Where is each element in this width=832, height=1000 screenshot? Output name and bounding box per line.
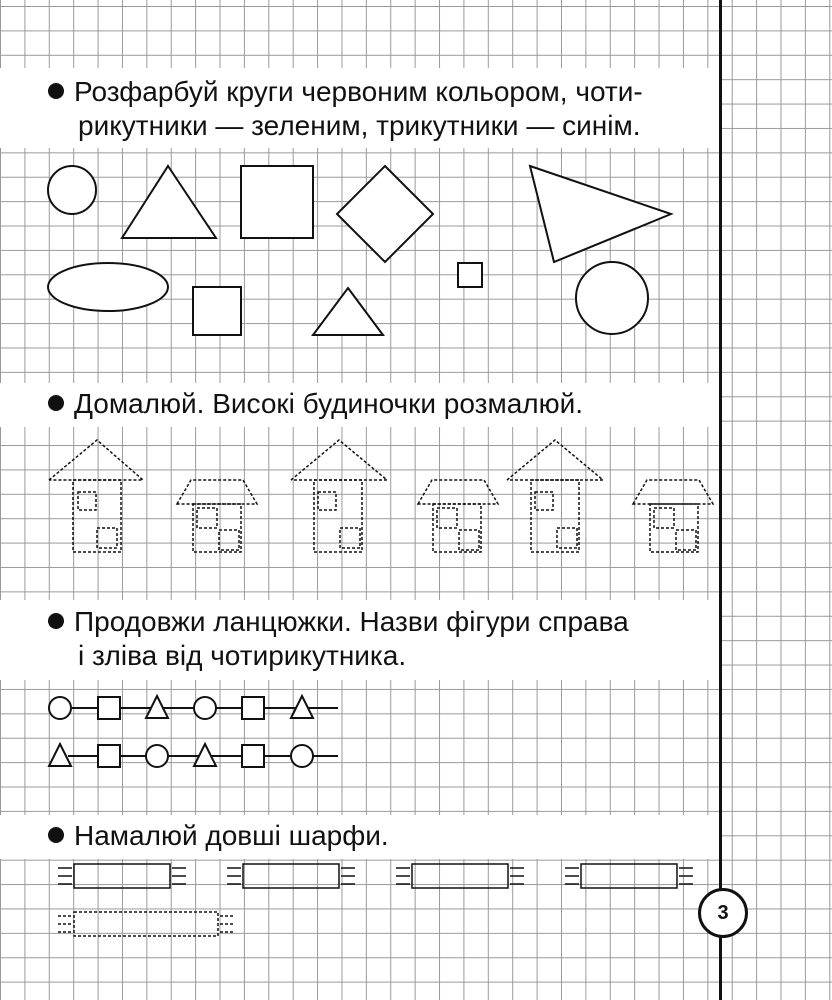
task-1-line-1: Розфарбуй круги червоним кольором, чоти- xyxy=(74,76,643,107)
shape-square[interactable] xyxy=(241,166,313,238)
chain-1[interactable] xyxy=(49,696,338,719)
scarf[interactable] xyxy=(227,864,355,888)
shape-small-square[interactable] xyxy=(458,263,482,287)
house-short[interactable] xyxy=(633,480,713,552)
house-tall[interactable] xyxy=(49,440,143,552)
shape-triangle[interactable] xyxy=(122,166,216,238)
house-tall[interactable] xyxy=(291,440,387,552)
page-number: 3 xyxy=(698,888,748,938)
task-3-line-1: Продовжи ланцюжки. Назви фігури справа xyxy=(74,606,629,637)
chain-2[interactable] xyxy=(49,744,338,767)
house-short[interactable] xyxy=(418,480,498,552)
shape-circle[interactable] xyxy=(576,262,648,334)
house-short[interactable] xyxy=(177,480,257,552)
scarf[interactable] xyxy=(58,864,186,888)
task-2-line-1: Домалюй. Високі будиночки розмалюй. xyxy=(74,388,584,419)
shape-rhombus[interactable] xyxy=(337,166,433,262)
scarf[interactable] xyxy=(565,864,693,888)
scarf-dotted[interactable] xyxy=(58,912,234,936)
shape-circle[interactable] xyxy=(48,166,96,214)
scarf[interactable] xyxy=(396,864,524,888)
shape-ellipse[interactable] xyxy=(48,263,168,311)
shape-triangle[interactable] xyxy=(530,166,671,262)
task-4-line-1: Намалюй довші шарфи. xyxy=(74,820,389,851)
shape-square[interactable] xyxy=(193,287,241,335)
task-1-line-2: рикутники — зеленим, трикутники — синім. xyxy=(78,110,641,141)
shape-triangle[interactable] xyxy=(313,288,383,335)
task-3-line-2: і зліва від чотирикутника. xyxy=(78,640,407,671)
house-tall[interactable] xyxy=(507,440,603,552)
